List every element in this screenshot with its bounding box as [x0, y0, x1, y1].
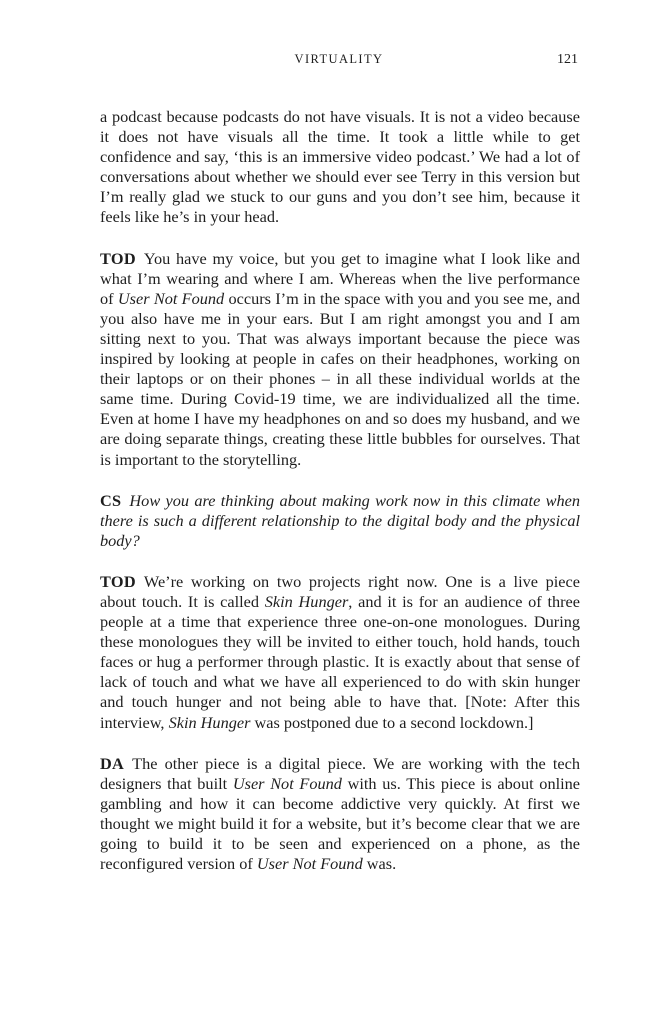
- title-italic: Skin Hunger: [264, 591, 349, 611]
- paragraph-text: , and it is for an audience of three people at a time that experience three one-on-one monologues. During these monologues they will be invited to either touch, hold hands, touch faces or hug a performer through plastic. It is exactly about that sense of lack of touch and what we have all experienced to do with skin hunger and touch hunger and not being able to have that. [Note: After this interview,: [100, 591, 580, 732]
- speaker-label: TOD: [100, 248, 136, 268]
- paragraph-text: We’re working on two projects right now. One is a live piece about touch. It is called: [100, 571, 580, 611]
- paragraph-text: a podcast because podcasts do not have visuals. It is not a video because it does not have visuals all the time. It took a little while to get confidence and say, ‘this is an immersive video podcast.’ We had a lot of conversations about whether we should ever see Terry in this version but I’m really glad we stuck to our guns and you don’t see him, because it feels like he’s in your head.: [100, 107, 580, 227]
- paragraph-text: with us. This piece is about online gambling and how it can become addictive very quickly. At first we thought we might build it for a website, but it’s become clear that we are going to build it to be seen and experienced on a phone, as the reconfigured version of: [100, 773, 580, 874]
- paragraph-text: You have my voice, but you get to imagine what I look like and what I’m wearing and where I am. Whereas when the live performance of: [100, 248, 580, 308]
- speaker-label: TOD: [100, 571, 136, 591]
- paragraph: [100, 572, 580, 733]
- body-text: [100, 107, 580, 895]
- question-text: How you are thinking about making work now in this climate when there is such a different relationship to the digital body and the physical body?: [100, 490, 580, 550]
- paragraph-text: occurs I’m in the space with you and you see me, and you also have me in your ears. But I am right amongst you and I am sitting next to you. That was always important because the piece was inspired by looking at people in cafes on their headphones, working on their laptops or on their phones – in all these individual worlds at the same time. During Covid-19 time, we are individualized all the time. Even at home I have my headphones on and so does my husband, and we are doing separate things, creating these little bubbles for ourselves. That is important to the storytelling.: [100, 288, 581, 469]
- title-italic: Skin Hunger: [168, 712, 251, 732]
- paragraph: [100, 491, 580, 551]
- page-number: 121: [557, 52, 578, 67]
- speaker-label: DA: [100, 753, 125, 773]
- paragraph-text: was.: [362, 854, 397, 874]
- running-head: [100, 52, 578, 72]
- title-italic: User Not Found: [232, 773, 342, 793]
- paragraph: [100, 107, 580, 228]
- title-italic: User Not Found: [117, 288, 225, 308]
- running-title: VIRTUALITY: [294, 52, 384, 66]
- paragraph: [100, 754, 580, 875]
- speaker-label: CS: [100, 490, 122, 510]
- paragraph-text: was postponed due to a second lockdown.]: [250, 712, 534, 732]
- paragraph: [100, 249, 580, 470]
- title-italic: User Not Found: [256, 854, 363, 874]
- paragraph-text: The other piece is a digital piece. We are working with the tech designers that built: [100, 753, 580, 793]
